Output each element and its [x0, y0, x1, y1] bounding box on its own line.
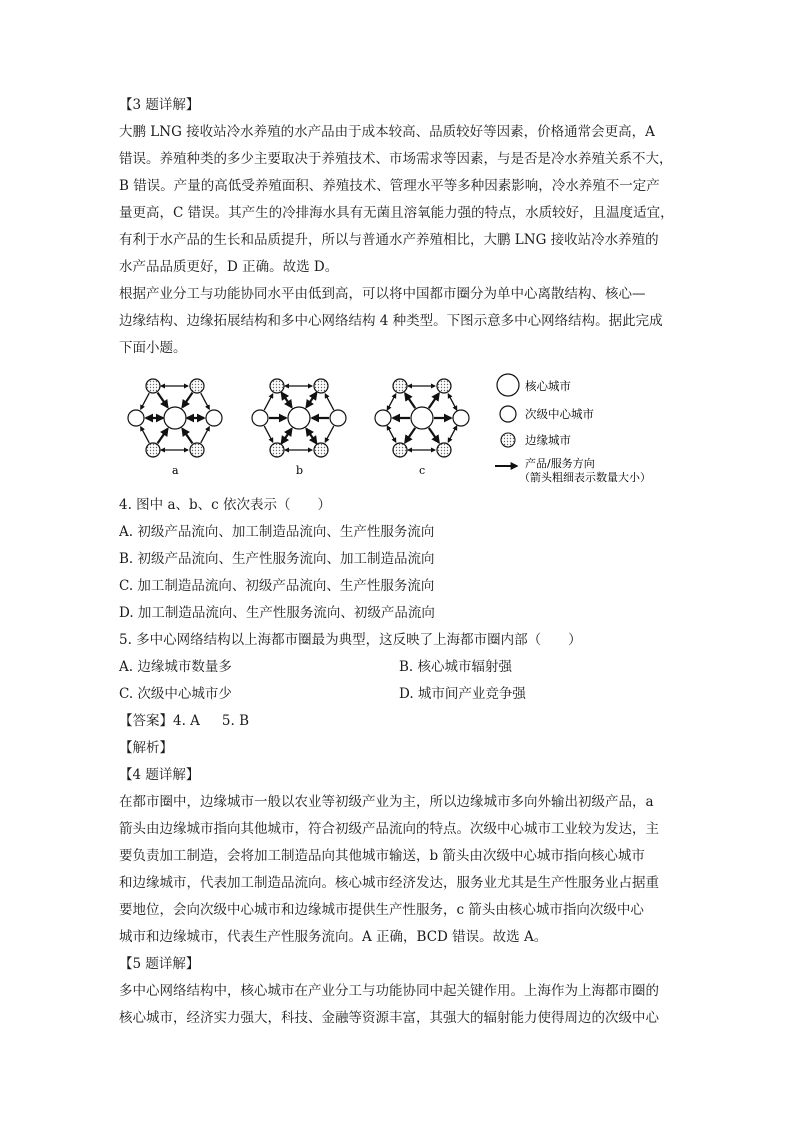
- text-line: 大鹏 LNG 接收站冷水养殖的水产品由于成本较高、品质较好等因素，价格通常会更高，A: [119, 124, 655, 140]
- legend-core-label: 核心城市: [525, 379, 571, 393]
- q5-option-c[interactable]: C. 次级中心城市少: [119, 686, 232, 702]
- answer-line: [119, 708, 679, 735]
- diagram-label: a: [172, 464, 179, 477]
- q4-stem: 4. 图中 a、b、c 依次表示（ ）: [119, 497, 332, 513]
- text-line: 根据产业分工与功能协同水平由低到高，可以将中国都市圈分为单中心离散结构、核心—: [119, 286, 646, 302]
- flow-arrow: [264, 394, 273, 410]
- legend-flow-label: 产品/服务方向: [525, 457, 595, 470]
- edge-city-node: [270, 443, 284, 457]
- q5-option-a[interactable]: A. 边缘城市数量多: [119, 659, 232, 675]
- edge-city-node: [393, 443, 407, 457]
- secondary-city-node: [375, 410, 391, 426]
- q4-option-a[interactable]: A. 初级产品流向、加工制造品流向、生产性服务流向: [119, 524, 435, 540]
- text-line: 要负责加工制造，会将加工制造品向其他城市输送，b 箭头由次级中心城市指向核心城市: [119, 848, 645, 864]
- text-line: 水产品品质更好，D 正确。故选 D。: [119, 259, 339, 275]
- network-diagram-b: [252, 379, 346, 477]
- q5-option-b[interactable]: B. 核心城市辐射强: [399, 659, 513, 675]
- q4-option-d[interactable]: D. 加工制造品流向、生产性服务流向、初级产品流向: [119, 605, 435, 621]
- flow-arrow: [201, 427, 210, 443]
- flow-arrow: [264, 426, 273, 442]
- text-line: 在都市圈中，边缘城市一般以农业等初级产业为主，所以边缘城市多向外输出初级产品，a: [119, 794, 654, 810]
- q5-options-row: [119, 654, 679, 681]
- flow-arrow: [182, 429, 192, 444]
- q5-explain-heading: 【5 题详解】: [119, 956, 200, 972]
- edge-city-node: [437, 379, 451, 393]
- intro-text: [119, 281, 679, 362]
- edge-city-node: [190, 379, 204, 393]
- flow-arrow: [448, 394, 457, 410]
- analysis-label: 【解析】: [119, 740, 173, 756]
- flow-arrow: [325, 426, 334, 442]
- flow-arrow: [182, 393, 192, 408]
- q3-explain-text: [119, 119, 679, 281]
- diagram-label: c: [419, 464, 426, 477]
- flow-arrow: [387, 426, 396, 442]
- core-city-node: [411, 407, 433, 429]
- text-line: 箭头由边缘城市指向其他城市，符合初级产品流向的特点。次级中心城市工业较为发达，主: [119, 821, 659, 837]
- text-line: 下面小题。: [119, 340, 187, 356]
- secondary-city-node: [128, 410, 144, 426]
- flow-arrow: [306, 429, 316, 444]
- edge-city-node: [314, 379, 328, 393]
- q5-stem: 5. 多中心网络结构以上海都市圈最为典型，这反映了上海都市圈内部（ ）: [119, 632, 582, 648]
- flow-arrow: [282, 429, 292, 444]
- edge-city-node: [314, 443, 328, 457]
- core-city-node: [288, 407, 310, 429]
- legend-flow-note: （箭头粗细表示数量大小）: [519, 471, 651, 484]
- q4-option-b[interactable]: B. 初级产品流向、生产性服务流向、加工制造品流向: [119, 551, 435, 567]
- network-structure-figure: [119, 368, 679, 486]
- diagram-label: b: [296, 464, 304, 477]
- secondary-city-node: [453, 410, 469, 426]
- network-diagram-a: [128, 379, 222, 477]
- flow-arrow: [405, 393, 415, 408]
- flow-arrow: [201, 393, 210, 409]
- secondary-city-node: [330, 410, 346, 426]
- q5-options-row: [119, 681, 679, 708]
- q5-explain-text: [119, 978, 679, 1032]
- legend-secondary-label: 次级中心城市: [525, 407, 594, 421]
- text-line: 要地位，会向次级中心城市和边缘城市提供生产性服务，c 箭头由核心城市指向次级中心: [119, 902, 644, 918]
- flow-arrow: [387, 394, 396, 410]
- q3-explain-heading: 【3 题详解】: [119, 97, 200, 113]
- edge-city-node: [146, 379, 160, 393]
- edge-city-node: [190, 443, 204, 457]
- legend-secondary-icon: [500, 406, 516, 422]
- q5-option-d[interactable]: D. 城市间产业竞争强: [399, 686, 526, 702]
- answer-q5: 5. B: [221, 713, 250, 729]
- flow-arrow: [405, 428, 415, 443]
- text-line: 错误。养殖种类的多少主要取决于养殖技术、市场需求等因素，与是否是冷水养殖关系不大，: [119, 151, 673, 167]
- q4-option-c[interactable]: C. 加工制造品流向、初级产品流向、生产性服务流向: [119, 578, 435, 594]
- flow-arrow: [158, 429, 168, 444]
- answer-label: 【答案】: [119, 713, 173, 729]
- document-page: [119, 92, 679, 1032]
- legend-core-icon: [497, 374, 519, 396]
- network-diagram-c: [375, 379, 469, 477]
- edge-city-node: [146, 443, 160, 457]
- edge-city-node: [393, 379, 407, 393]
- edge-city-node: [270, 379, 284, 393]
- flow-arrow: [158, 393, 168, 408]
- legend: [495, 374, 651, 484]
- q4-explain-text: [119, 789, 679, 951]
- flow-arrow: [325, 394, 334, 410]
- text-line: 城市和边缘城市，代表生产性服务流向。A 正确，BCD 错误。故选 A。: [119, 929, 548, 945]
- secondary-city-node: [252, 410, 268, 426]
- text-line: 和边缘城市，代表加工制造品流向。核心城市经济发达，服务业尤其是生产性服务业占据重: [119, 875, 659, 891]
- text-line: B 错误。产量的高低受养殖面积、养殖技术、管理水平等多种因素影响，冷水养殖不一定产: [119, 178, 660, 194]
- text-line: 量更高，C 错误。其产生的冷排海水具有无菌且溶氧能力强的特点，水质较好，且温度适宜，: [119, 205, 674, 221]
- q4-explain-heading: 【4 题详解】: [119, 767, 200, 783]
- text-line: 有利于水产品的生长和品质提升，所以与普通水产养殖相比，大鹏 LNG 接收站冷水养殖的: [119, 232, 659, 248]
- core-city-node: [164, 407, 186, 429]
- text-line: 核心城市，经济实力强大，科技、金融等资源丰富，其强大的辐射能力使得周边的次级中心: [119, 1010, 659, 1026]
- flow-arrow: [429, 428, 439, 443]
- secondary-city-node: [206, 410, 222, 426]
- flow-arrow: [141, 393, 150, 409]
- text-line: 边缘结构、边缘拓展结构和多中心网络结构 4 种类型。下图示意多中心网络结构。据此完成: [119, 313, 663, 329]
- flow-arrow: [141, 427, 150, 443]
- flow-arrow: [429, 393, 439, 408]
- legend-edge-label: 边缘城市: [525, 433, 571, 447]
- figure-svg: [119, 368, 679, 486]
- legend-edge-icon: [501, 433, 515, 447]
- flow-arrow: [282, 393, 292, 408]
- flow-arrow: [448, 426, 457, 442]
- flow-arrow: [306, 393, 316, 408]
- text-line: 多中心网络结构中，核心城市在产业分工与功能协同中起关键作用。上海作为上海都市圈的: [119, 983, 659, 999]
- edge-city-node: [437, 443, 451, 457]
- answer-q4: 4. A: [173, 713, 200, 729]
